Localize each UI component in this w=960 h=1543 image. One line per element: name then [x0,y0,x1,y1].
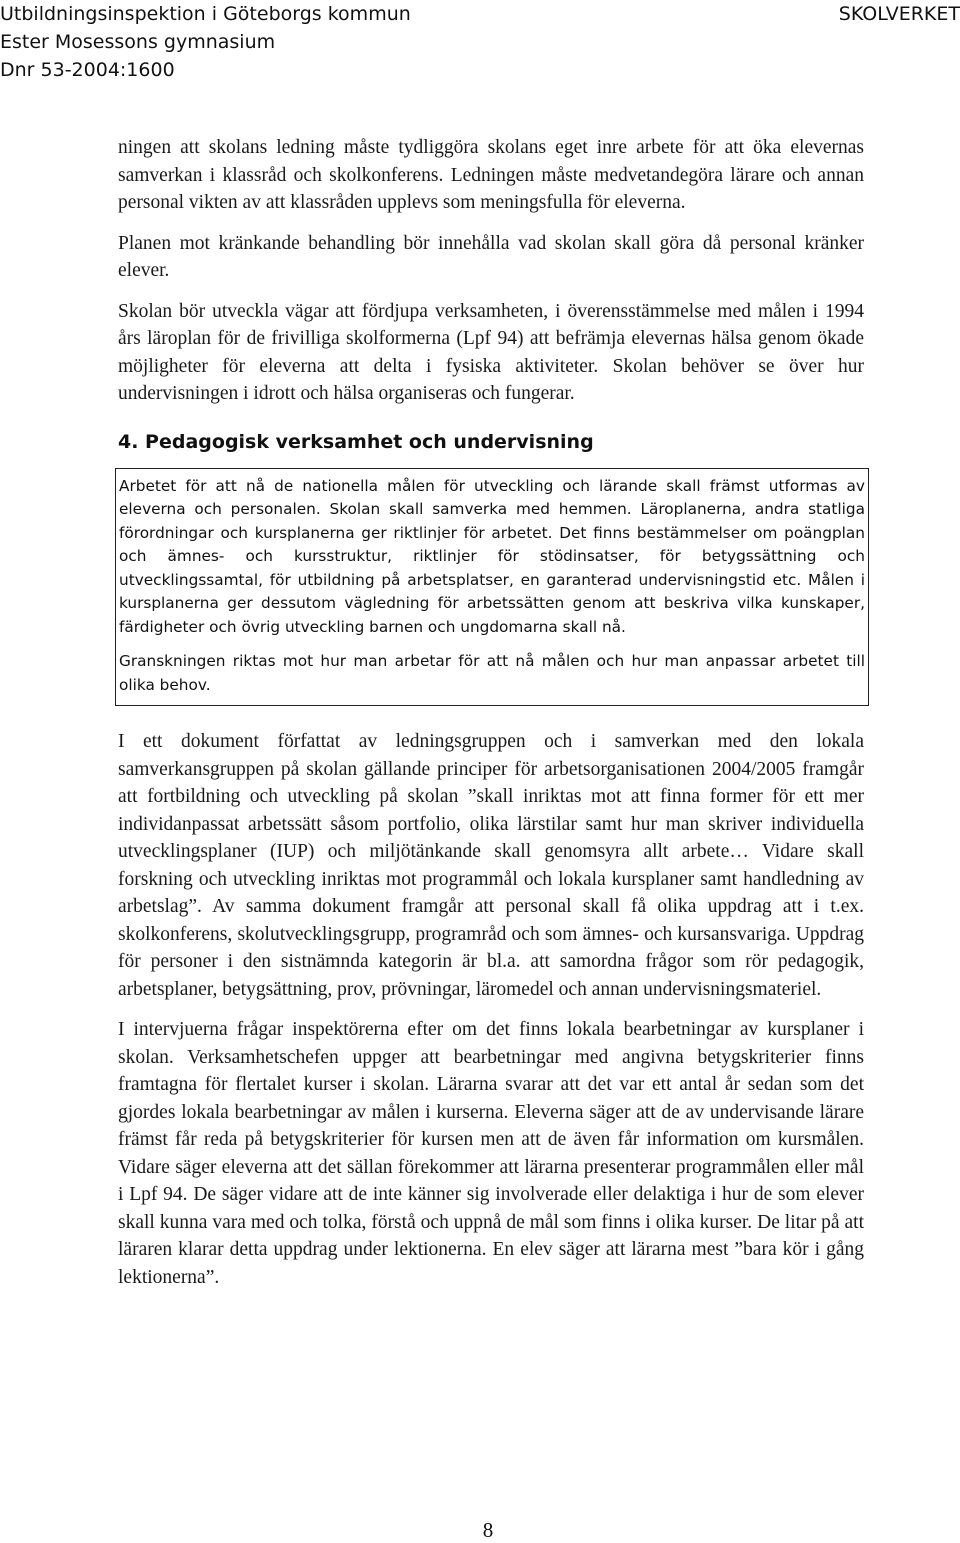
header-dnr: Dnr 53-2004:1600 [0,59,175,81]
paragraph-4: I ett dokument författat av ledningsgruppen och i samverkan med den lokala samverkansgruppen på skolan gällande principer för arbetsorganisationen 2004/2005 framgår att fortbildning och utveckling på skolan ”skall inriktas mot att finna former för ett mer individanpassat arbetssätt såsom portfolio, olika lärstilar samt hur man skriver individuella utvecklingsplaner (IUP) och miljötänkande skall genomsyra allt arbete… Vidare skall forskning och utveckling inriktas mot programmål och lokala kursplaner samt handledning av arbetslag”. Av samma dokument framgår att personal skall få olika uppdrag att i t.ex. skolkonferens, skolutvecklingsgrupp, programråd och som ämnes- och kursansvariga. Uppdrag för personer i den sistnämnda kategorin är bl.a. att samordna frågor som rör pedagogik, arbetsplaner, betygsättning, prov, prövningar, läromedel och annan undervisningsmateriel. [118,731,864,1000]
after-box-text [118,728,864,1291]
header-school: Ester Mosessons gymnasium [0,31,276,53]
criteria-box-inner [116,475,868,698]
section-heading: 4. Pedagogisk verksamhet och undervisning [118,430,594,453]
paragraph-1: ningen att skolans ledning måste tydliggöra skolans eget inre arbete för att öka elevernas samverkan i klassråd och skolkonferens. Ledningen måste medvetandegöra lärare och annan personal vikten av att klassråden upplevs som meningsfulla för eleverna. [118,137,864,213]
header-authority: Utbildningsinspektion i Göteborgs kommun [0,3,411,25]
paragraph-5: I intervjuerna frågar inspektörerna efter om det finns lokala bearbetningar av kursplaner i skolan. Verksamhetschefen uppger att bearbetningar med angivna betygskriterier finns framtagna för flertalet kurser i skolan. Lärarna svarar att det var ett antal år sedan som det gjordes lokala bearbetningar av målen i kurserna. Eleverna säger att de av undervisande lärare främst får reda på betygskriterier för kursen men att de även får information om kursmålen. Vidare säger eleverna att det sällan förekommer att lärarna presenterar programmålen eller mål i Lpf 94. De säger vidare att de inte känner sig involverade eller delaktiga i hur de som elever skall kunna vara med och tolka, förstå och uppnå de mål som finns i olika kurser. De litar på att läraren klarar detta uppdrag under lektionerna. En elev säger att lärarna mest ”bara kör i gång lektionerna”. [118,1019,864,1288]
paragraph-2: Planen mot kränkande behandling bör innehålla vad skolan skall göra då personal kränker elever. [118,232,864,281]
page-number: 8 [482,1518,494,1542]
header-left [0,0,411,84]
box-paragraph-1: Arbetet för att nå de nationella målen för utveckling och lärande skall främst utformas av eleverna och personalen. Skolan skall samverka med hemmen. Läroplanerna, andra statliga förordningar och kursplanerna ger riktlinjer för arbetet. Det finns bestämmelser om poängplan och ämnes- och kursstruktur, riktlinjer för stödinsatser, för betygssättning och utvecklingssamtal, för utbildning på arbetsplatser, en garanterad undervisningstid etc. Målen i kursplanerna ger dessutom vägledning för arbetssätten genom att beskriva vilka kunskaper, färdigheter och övrig utveckling barnen och ungdomarna skall nå. [119,476,865,636]
paragraph-3: Skolan bör utveckla vägar att fördjupa verksamheten, i överensstämmelse med målen i 1994 års läroplan för de frivilliga skolformerna (Lpf 94) att befrämja elevernas hälsa genom ökade möjligheter för eleverna att delta i fysiska aktiviteter. Skolan behöver se över hur undervisningen i idrott och hälsa organiseras och fungerar. [118,300,864,404]
header-agency: SKOLVERKET [838,3,960,25]
box-paragraph-2: Granskningen riktas mot hur man arbetar för att nå målen och hur man anpassar arbetet till olika behov. [119,652,865,694]
document-body [118,134,864,1304]
criteria-box [115,468,869,707]
